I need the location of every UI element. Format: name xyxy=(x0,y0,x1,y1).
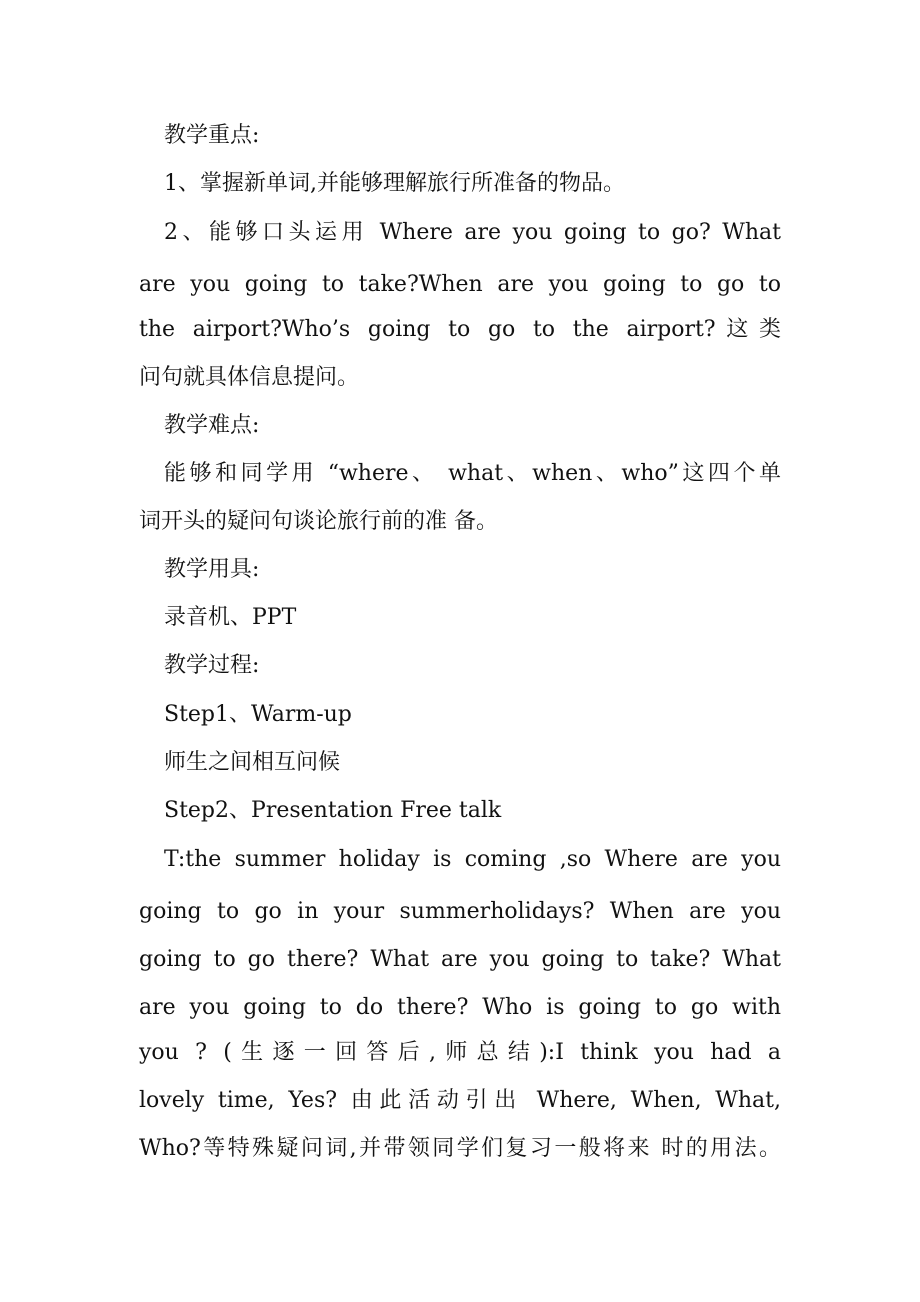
heading-teaching-tools: 教学用具: xyxy=(164,557,260,582)
teacher-talk-line-1: T:the summer holiday is coming ,so Where are you xyxy=(164,847,781,872)
heading-teaching-focus: 教学重点: xyxy=(164,123,260,148)
focus-point-1: 1、掌握新单词,并能够理解旅行所准备的物品。 xyxy=(164,171,625,196)
difficulty-line-1: 能够和同学用 “where、 what、when、who”这四个单 xyxy=(164,461,781,486)
step-1-title: Step1、Warm-up xyxy=(164,702,352,727)
focus-point-2-line-2: are you going to take?When are you going to go to xyxy=(139,272,781,297)
teacher-talk-line-3: going to go there? What are you going to take? What xyxy=(139,947,781,972)
step-2-title: Step2、Presentation Free talk xyxy=(164,798,502,823)
difficulty-line-2: 词开头的疑问句谈论旅行前的准 备。 xyxy=(139,509,498,534)
teacher-talk-line-5: you ? (生逐一回答后,师总结):I think you had a xyxy=(139,1040,781,1065)
focus-point-2-line-1: 2、能够口头运用 Where are you going to go? What xyxy=(164,220,781,245)
teacher-talk-line-6: lovely time, Yes? 由此活动引出 Where, When, What, xyxy=(139,1088,781,1113)
heading-teaching-process: 教学过程: xyxy=(164,653,260,678)
teacher-talk-line-4: are you going to do there? Who is going to go with xyxy=(139,995,781,1020)
teacher-talk-line-7: Who?等特殊疑问词,并带领同学们复习一般将来 时的用法。 xyxy=(139,1136,781,1161)
teacher-talk-line-2: going to go in your summerholidays? When are you xyxy=(139,899,781,924)
focus-point-2-line-3: the airport?Who’s going to go to the airport?这类 xyxy=(139,317,781,342)
teaching-tools-text: 录音机、PPT xyxy=(164,605,297,630)
heading-teaching-difficulty: 教学难点: xyxy=(164,413,260,438)
step-1-text: 师生之间相互问候 xyxy=(164,750,341,775)
focus-point-2-line-4: 问句就具体信息提问。 xyxy=(139,365,360,390)
